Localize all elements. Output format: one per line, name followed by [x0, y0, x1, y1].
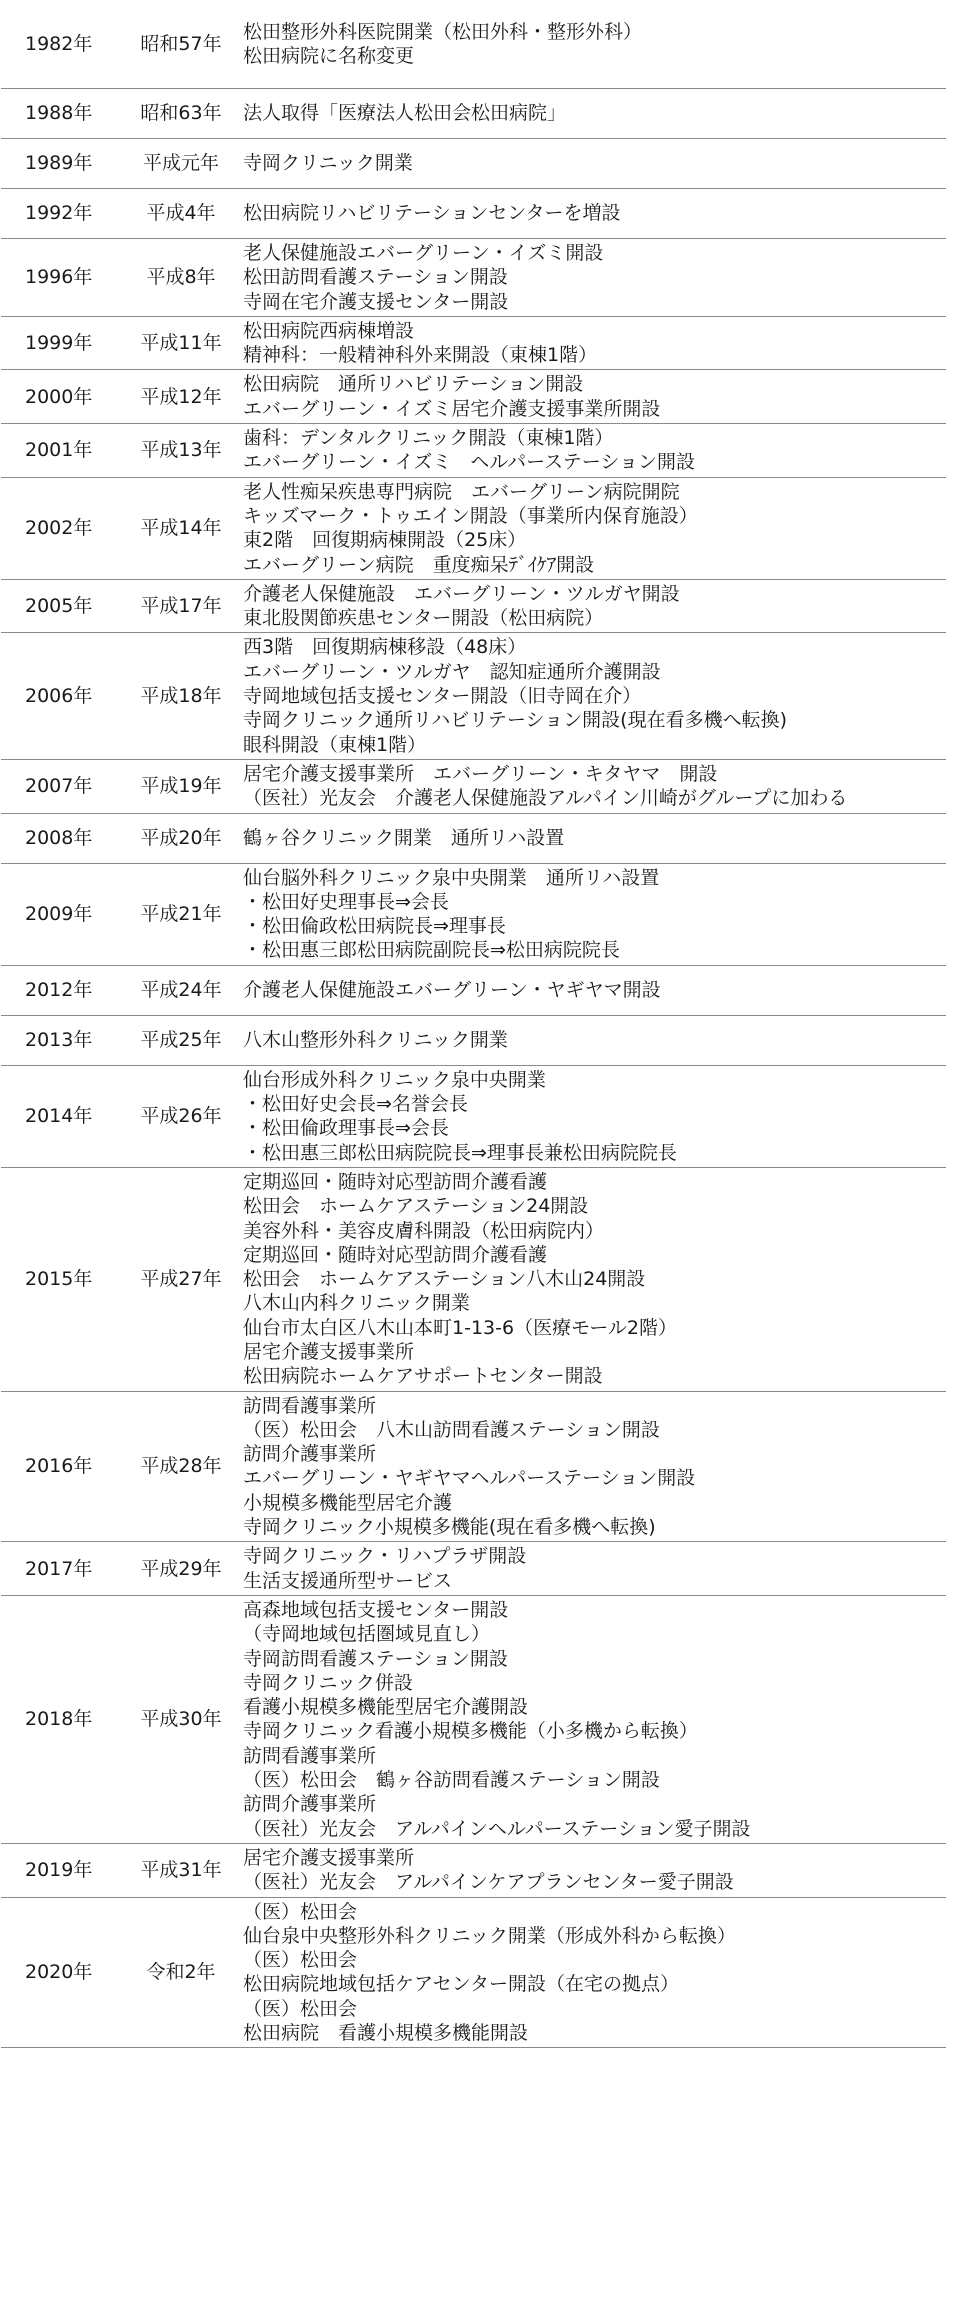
history-row: [1, 239, 946, 317]
event-line: 高森地域包括支援センター開設: [243, 1598, 509, 1621]
event-line: 松田病院リハビリテーションセンターを増設: [243, 202, 621, 225]
history-row: [1, 1542, 946, 1596]
event-line: 松田病院ホームケアサポートセンター開設: [243, 1365, 603, 1388]
event-line: ・松田惠三郎松田病院院長⇒理事長兼松田病院院長: [243, 1141, 677, 1164]
event-line: 松田会 ホームケアステーション八木山24開設: [243, 1268, 646, 1291]
era-cell: 平成19年: [121, 759, 241, 813]
year-cell: 2016年: [1, 1391, 121, 1542]
event-line: 訪問介護事業所: [243, 1443, 377, 1466]
event-line: 眼科開設（東棟1階）: [243, 733, 427, 756]
event-line: 寺岡クリニック併設: [243, 1671, 413, 1694]
event-line: エバーグリーン病院 重度痴呆ﾃﾞｲｹｱ開設: [243, 553, 595, 576]
history-row: [1, 1015, 946, 1065]
history-row: [1, 1167, 946, 1391]
history-row: [1, 1595, 946, 1843]
events-cell: [241, 579, 946, 633]
event-line: 居宅介護支援事業所: [243, 1340, 415, 1363]
event-line: ・松田好史理事長⇒会長: [243, 890, 449, 913]
event-line: 仙台泉中央整形外科クリニック開業（形成外科から転換）: [243, 1924, 736, 1947]
era-cell: 平成28年: [121, 1391, 241, 1542]
year-cell: 2015年: [1, 1167, 121, 1391]
history-row: [1, 0, 946, 89]
events-cell: [241, 0, 946, 89]
event-line: 寺岡クリニック通所リハビリテーション開設(現在看多機へ転換): [243, 709, 787, 732]
events-cell: [241, 189, 946, 239]
event-line: ・松田惠三郎松田病院副院長⇒松田病院院長: [243, 939, 620, 962]
event-line: 松田病院に名称変更: [243, 45, 415, 67]
year-cell: 2014年: [1, 1065, 121, 1167]
history-row: [1, 863, 946, 965]
history-row: [1, 579, 946, 633]
events-cell: [241, 1542, 946, 1596]
history-table-body: [1, 0, 946, 2048]
events-cell: [241, 1015, 946, 1065]
event-line: ・松田好史会長⇒名誉会長: [243, 1093, 468, 1116]
event-line: 小規模多機能型居宅介護: [243, 1491, 453, 1514]
year-cell: 1992年: [1, 189, 121, 239]
events-cell: [241, 139, 946, 189]
event-line: エバーグリーン・ヤギヤマヘルパーステーション開設: [243, 1467, 696, 1490]
era-cell: 平成11年: [121, 316, 241, 370]
event-line: 松田訪問看護ステーション開設: [243, 266, 508, 289]
events-cell: [241, 1843, 946, 1897]
events-cell: [241, 633, 946, 759]
year-cell: 1996年: [1, 239, 121, 317]
history-row: [1, 759, 946, 813]
history-row: [1, 1843, 946, 1897]
year-cell: 2017年: [1, 1542, 121, 1596]
year-cell: 2012年: [1, 965, 121, 1015]
event-line: 鶴ヶ谷クリニック開業 通所リハ設置: [243, 826, 565, 849]
events-cell: [241, 965, 946, 1015]
events-cell: [241, 424, 946, 478]
event-line: ・松田倫政松田病院長⇒理事長: [243, 915, 506, 938]
event-line: 仙台市太白区八木山本町1-13-6（医療モール2階）: [243, 1316, 678, 1339]
events-cell: [241, 1595, 946, 1843]
era-cell: 平成20年: [121, 813, 241, 863]
event-line: 寺岡クリニック・リハプラザ開設: [243, 1545, 527, 1568]
year-cell: 2013年: [1, 1015, 121, 1065]
era-cell: 平成29年: [121, 1542, 241, 1596]
event-line: （医）松田会: [243, 1949, 358, 1972]
era-cell: 平成13年: [121, 424, 241, 478]
events-cell: [241, 89, 946, 139]
event-line: エバーグリーン・ツルガヤ 認知症通所介護開設: [243, 660, 661, 683]
event-line: 西3階 回復期病棟移設（48床）: [243, 636, 527, 659]
event-line: 八木山内科クリニック開業: [243, 1292, 470, 1315]
event-line: 松田会 ホームケアステーション24開設: [243, 1195, 589, 1218]
history-row: [1, 633, 946, 759]
event-line: 精神科：一般精神科外来開設（東棟1階）: [243, 344, 598, 367]
era-cell: 平成12年: [121, 370, 241, 424]
event-line: （医社）光友会 アルパインケアプランセンター愛子開設: [243, 1871, 734, 1894]
history-row: [1, 370, 946, 424]
event-line: 寺岡在宅介護支援センター開設: [243, 290, 509, 313]
era-cell: 平成27年: [121, 1167, 241, 1391]
events-cell: [241, 239, 946, 317]
event-line: 居宅介護支援事業所 エバーグリーン・キタヤマ 開設: [243, 762, 718, 785]
event-line: 定期巡回・随時対応型訪問介護看護: [243, 1243, 548, 1266]
year-cell: 1999年: [1, 316, 121, 370]
era-cell: 令和2年: [121, 1897, 241, 2048]
event-line: 寺岡訪問看護ステーション開設: [243, 1647, 508, 1670]
event-line: 老人保健施設エバーグリーン・イズミ開設: [243, 242, 604, 264]
history-table: [1, 0, 946, 2048]
year-cell: 2009年: [1, 863, 121, 965]
history-row: [1, 189, 946, 239]
event-line: 寺岡クリニック看護小規模多機能（小多機から転換）: [243, 1720, 698, 1743]
events-cell: [241, 370, 946, 424]
event-line: （医）松田会: [243, 1997, 358, 2020]
event-line: 松田病院西病棟増設: [243, 319, 415, 342]
event-line: （医社）光友会 介護老人保健施設アルパイン川崎がグループに加わる: [243, 787, 848, 810]
history-row: [1, 89, 946, 139]
history-row: [1, 139, 946, 189]
event-line: 松田病院 看護小規模多機能開設: [243, 2022, 529, 2044]
year-cell: 2002年: [1, 477, 121, 579]
event-line: 八木山整形外科クリニック開業: [243, 1029, 508, 1052]
era-cell: 平成14年: [121, 477, 241, 579]
events-cell: [241, 1391, 946, 1542]
events-cell: [241, 863, 946, 965]
history-row: [1, 477, 946, 579]
era-cell: 平成18年: [121, 633, 241, 759]
event-line: 仙台脳外科クリニック泉中央開業 通所リハ設置: [243, 866, 660, 889]
events-cell: [241, 1065, 946, 1167]
event-line: 老人性痴呆疾患専門病院 エバーグリーン病院開院: [243, 480, 680, 503]
event-line: ・松田倫政理事長⇒会長: [243, 1117, 449, 1140]
event-line: 訪問介護事業所: [243, 1793, 377, 1816]
event-line: 松田病院 通所リハビリテーション開設: [243, 373, 584, 396]
event-line: 東北股関節疾患センター開設（松田病院）: [243, 607, 604, 630]
era-cell: 平成17年: [121, 579, 241, 633]
year-cell: 2006年: [1, 633, 121, 759]
year-cell: 2007年: [1, 759, 121, 813]
event-line: 寺岡地域包括支援センター開設（旧寺岡在介）: [243, 685, 642, 708]
history-row: [1, 1391, 946, 1542]
events-cell: [241, 477, 946, 579]
history-row: [1, 424, 946, 478]
events-cell: [241, 1167, 946, 1391]
event-line: 生活支援通所型サービス: [243, 1569, 453, 1592]
year-cell: 1982年: [1, 0, 121, 89]
year-cell: 1988年: [1, 89, 121, 139]
era-cell: 平成25年: [121, 1015, 241, 1065]
era-cell: 平成4年: [121, 189, 241, 239]
events-cell: [241, 813, 946, 863]
event-line: 居宅介護支援事業所: [243, 1846, 415, 1869]
event-line: （医）松田会 鶴ヶ谷訪問看護ステーション開設: [243, 1769, 660, 1792]
event-line: 仙台形成外科クリニック泉中央開業: [243, 1068, 546, 1091]
year-cell: 2005年: [1, 579, 121, 633]
history-row: [1, 1897, 946, 2048]
events-cell: [241, 316, 946, 370]
event-line: （医社）光友会 アルパインヘルパーステーション愛子開設: [243, 1817, 751, 1840]
event-line: 法人取得「医療法人松田会松田病院」: [243, 102, 567, 125]
event-line: 東2階 回復期病棟開設（25床）: [243, 529, 527, 552]
event-line: キッズマーク・トゥエイン開設（事業所内保育施設）: [243, 504, 698, 527]
year-cell: 2019年: [1, 1843, 121, 1897]
era-cell: 平成24年: [121, 965, 241, 1015]
history-row: [1, 813, 946, 863]
event-line: 寺岡クリニック開業: [243, 152, 413, 175]
era-cell: 平成31年: [121, 1843, 241, 1897]
year-cell: 2000年: [1, 370, 121, 424]
year-cell: 2020年: [1, 1897, 121, 2048]
era-cell: 平成元年: [121, 139, 241, 189]
event-line: 松田整形外科医院開業（松田外科・整形外科）: [243, 20, 643, 43]
year-cell: 2018年: [1, 1595, 121, 1843]
event-line: エバーグリーン・イズミ居宅介護支援事業所開設: [243, 397, 661, 420]
era-cell: 昭和63年: [121, 89, 241, 139]
events-cell: [241, 759, 946, 813]
event-line: 寺岡クリニック小規模多機能(現在看多機へ転換): [243, 1516, 656, 1539]
event-line: （寺岡地域包括圏域見直し）: [243, 1623, 491, 1646]
events-cell: [241, 1897, 946, 2048]
event-line: （医）松田会: [243, 1900, 358, 1923]
history-row: [1, 1065, 946, 1167]
event-line: （医）松田会 八木山訪問看護ステーション開設: [243, 1418, 660, 1441]
era-cell: 平成30年: [121, 1595, 241, 1843]
era-cell: 昭和57年: [121, 0, 241, 89]
event-line: 訪問看護事業所: [243, 1744, 377, 1767]
event-line: 歯科：デンタルクリニック開設（東棟1階）: [243, 427, 614, 450]
event-line: 訪問看護事業所: [243, 1394, 377, 1417]
year-cell: 2001年: [1, 424, 121, 478]
event-line: 定期巡回・随時対応型訪問介護看護: [243, 1170, 548, 1193]
event-line: 松田病院地域包括ケアセンター開設（在宅の拠点）: [243, 1973, 680, 1996]
history-row: [1, 316, 946, 370]
event-line: 美容外科・美容皮膚科開設（松田病院内）: [243, 1219, 605, 1242]
event-line: 看護小規模多機能型居宅介護開設: [243, 1696, 529, 1719]
era-cell: 平成8年: [121, 239, 241, 317]
year-cell: 1989年: [1, 139, 121, 189]
event-line: 介護老人保健施設エバーグリーン・ヤギヤマ開設: [243, 979, 661, 1002]
era-cell: 平成21年: [121, 863, 241, 965]
era-cell: 平成26年: [121, 1065, 241, 1167]
year-cell: 2008年: [1, 813, 121, 863]
history-row: [1, 965, 946, 1015]
event-line: 介護老人保健施設 エバーグリーン・ツルガヤ開設: [243, 582, 680, 605]
event-line: エバーグリーン・イズミ ヘルパーステーション開設: [243, 451, 696, 474]
